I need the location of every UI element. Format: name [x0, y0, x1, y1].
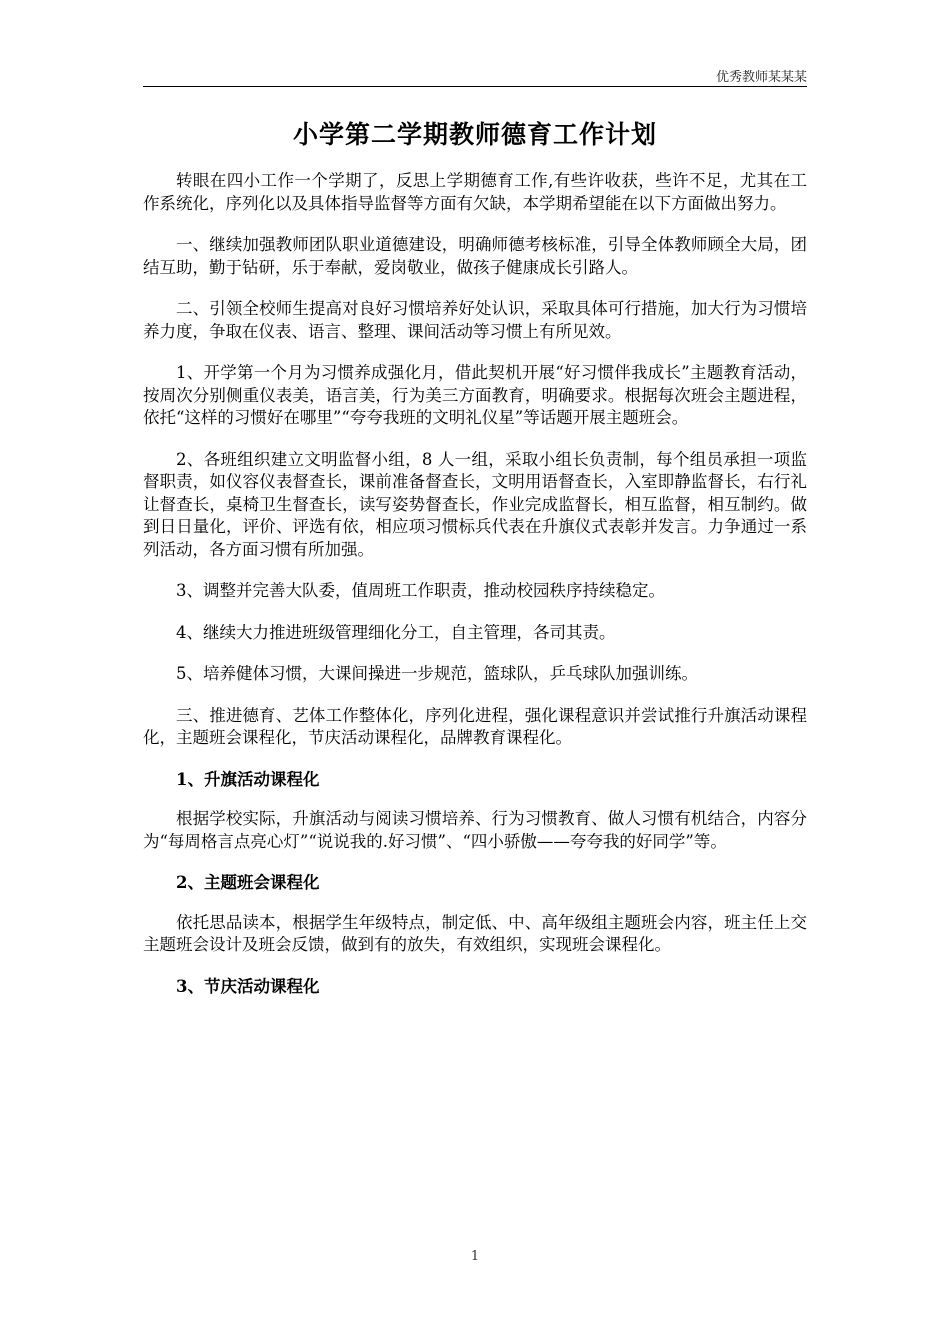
page-header: 优秀教师某某某 [715, 70, 807, 85]
document-body [143, 170, 807, 1015]
subheading-class-meeting: 2、主题班会课程化 [176, 873, 320, 892]
paragraph-item-4: 4、继续大力推进班级管理细化分工，自主管理，各司其责。 [176, 622, 616, 642]
paragraph-section-3: 三、推进德育、艺体工作整体化，序列化进程，强化课程意识并尝试推行升旗活动课程化，主题班会课程化，节庆活动课程化，品牌教育课程化。 [143, 705, 807, 747]
document-title: 小学第二学期教师德育工作计划 [292, 120, 657, 149]
paragraph-intro: 转眼在四小工作一个学期了，反思上学期德育工作,有些许收获，些许不足，尤其在工作系统化，序列化以及具体指导监督等方面有欠缺，本学期希望能在以下方面做出努力。 [143, 171, 807, 213]
header-divider [143, 86, 807, 87]
paragraph-item-5: 5、培养健体习惯，大课间操进一步规范，篮球队，乒乓球队加强训练。 [176, 664, 698, 683]
page-number: 1 [470, 1249, 480, 1264]
subheading-flag-raising: 1、升旗活动课程化 [176, 769, 320, 789]
subheading-festival-activities: 3、节庆活动课程化 [176, 976, 320, 996]
paragraph-section-1: 一、继续加强教师团队职业道德建设，明确师德考核标准，引导全体教师顾全大局，团结互助，勤于钻研，乐于奉献，爱岗敬业，做孩子健康成长引路人。 [143, 235, 807, 277]
paragraph-item-3: 3、调整并完善大队委，值周班工作职责，推动校园秩序持续稳定。 [176, 581, 665, 600]
paragraph-item-2: 2、各班组织建立文明监督小组，8 人一组，采取小组长负责制，每个组员承担一项监督职责，如仪容仪表督查长，课前准备督查长，文明用语督查长，入室即静监督长，右行礼让督查长，桌椅卫生督查长，读写姿势督查长，作业完成监督长，相互监督，相互制约。做到日日量化，评价、评选有依，相应项习惯标兵代表在升旗仪式表彰并发言。力争通过一系列活动，各方面习惯有所加强。 [143, 449, 807, 559]
paragraph-section-2: 二、引领全校师生提高对良好习惯培养好处认识，采取具体可行措施，加大行为习惯培养力度，争取在仪表、语言、整理、课间活动等习惯上有所见效。 [143, 299, 807, 341]
paragraph-item-1: 1、开学第一个月为习惯养成强化月，借此契机开展“好习惯伴我成长”主题教育活动，按周次分别侧重仪表美，语言美，行为美三方面教育，明确要求。根据每次班会主题进程，依托“这样的习惯好在哪里”“夸夸我班的文明礼仪星”等话题开展主题班会。 [143, 363, 807, 427]
paragraph-flag-raising: 根据学校实际，升旗活动与阅读习惯培养、行为习惯教育、做人习惯有机结合，内容分为“每周格言点亮心灯”“说说我的.好习惯”、“四小骄傲——夸夸我的好同学”等。 [143, 809, 807, 851]
paragraph-class-meeting: 依托思品读本，根据学生年级特点，制定低、中、高年级组主题班会内容，班主任上交主题班会设计及班会反馈，做到有的放失，有效组织，实现班会课程化。 [143, 912, 807, 954]
